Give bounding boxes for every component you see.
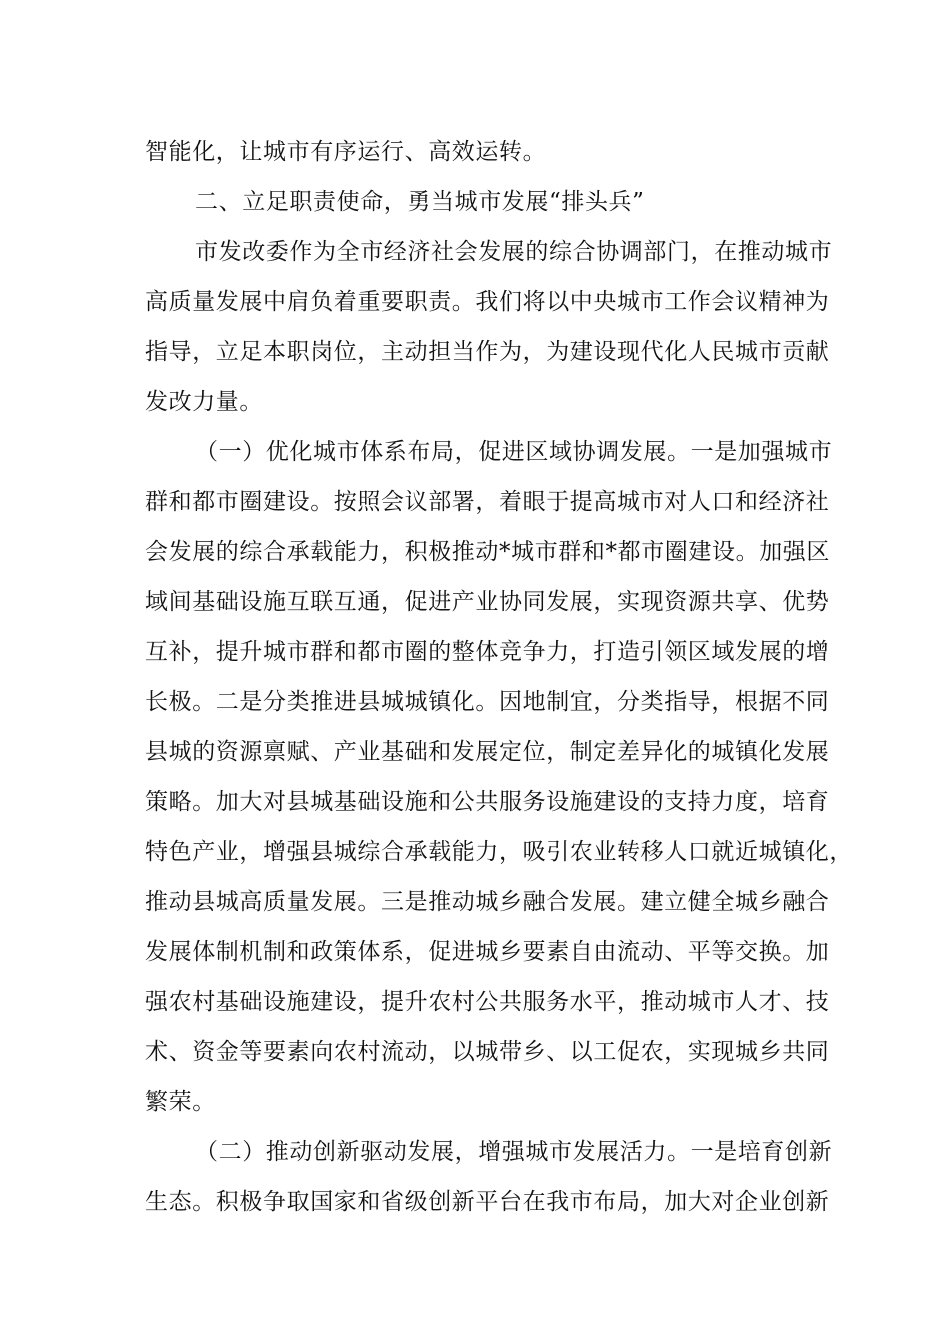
paragraph-line: 长极。二是分类推进县城城镇化。因地制宜，分类指导，根据不同	[145, 689, 830, 715]
paragraph-line: 策略。加大对县城基础设施和公共服务设施建设的支持力度，培育	[145, 789, 830, 815]
paragraph-line: （一）优化城市体系布局，促进区域协调发展。一是加强城市	[195, 439, 833, 465]
paragraph-line: 特色产业，增强县城综合承载能力，吸引农业转移人口就近城镇化，	[145, 839, 853, 865]
paragraph-line: 县城的资源禀赋、产业基础和发展定位，制定差异化的城镇化发展	[145, 739, 830, 765]
text-line: 智能化，让城市有序运行、高效运转。	[145, 139, 547, 165]
paragraph-line: 生态。积极争取国家和省级创新平台在我市布局，加大对企业创新	[145, 1189, 830, 1215]
paragraph-line: （二）推动创新驱动发展，增强城市发展活力。一是培育创新	[195, 1139, 833, 1165]
section-heading: 二、立足职责使命，勇当城市发展“排头兵”	[195, 189, 645, 215]
paragraph-line: 互补，提升城市群和都市圈的整体竞争力，打造引领区域发展的增	[145, 639, 830, 665]
paragraph-line: 术、资金等要素向农村流动，以城带乡、以工促农，实现城乡共同	[145, 1039, 830, 1065]
paragraph-line: 发改力量。	[145, 389, 263, 415]
paragraph-line: 指导，立足本职岗位，主动担当作为，为建设现代化人民城市贡献	[145, 339, 830, 365]
paragraph-line: 推动县城高质量发展。三是推动城乡融合发展。建立健全城乡融合	[145, 889, 830, 915]
paragraph-line: 发展体制机制和政策体系，促进城乡要素自由流动、平等交换。加	[145, 939, 830, 965]
paragraph-line: 繁荣。	[145, 1089, 216, 1115]
paragraph-line: 强农村基础设施建设，提升农村公共服务水平，推动城市人才、技	[145, 989, 830, 1015]
paragraph-line: 域间基础设施互联互通，促进产业协同发展，实现资源共享、优势	[145, 589, 830, 615]
paragraph-line: 群和都市圈建设。按照会议部署，着眼于提高城市对人口和经济社	[145, 489, 830, 515]
paragraph-line: 会发展的综合承载能力，积极推动*城市群和*都市圈建设。加强区	[145, 539, 830, 565]
paragraph-line: 高质量发展中肩负着重要职责。我们将以中央城市工作会议精神为	[145, 289, 830, 315]
paragraph-line: 市发改委作为全市经济社会发展的综合协调部门，在推动城市	[195, 239, 833, 265]
